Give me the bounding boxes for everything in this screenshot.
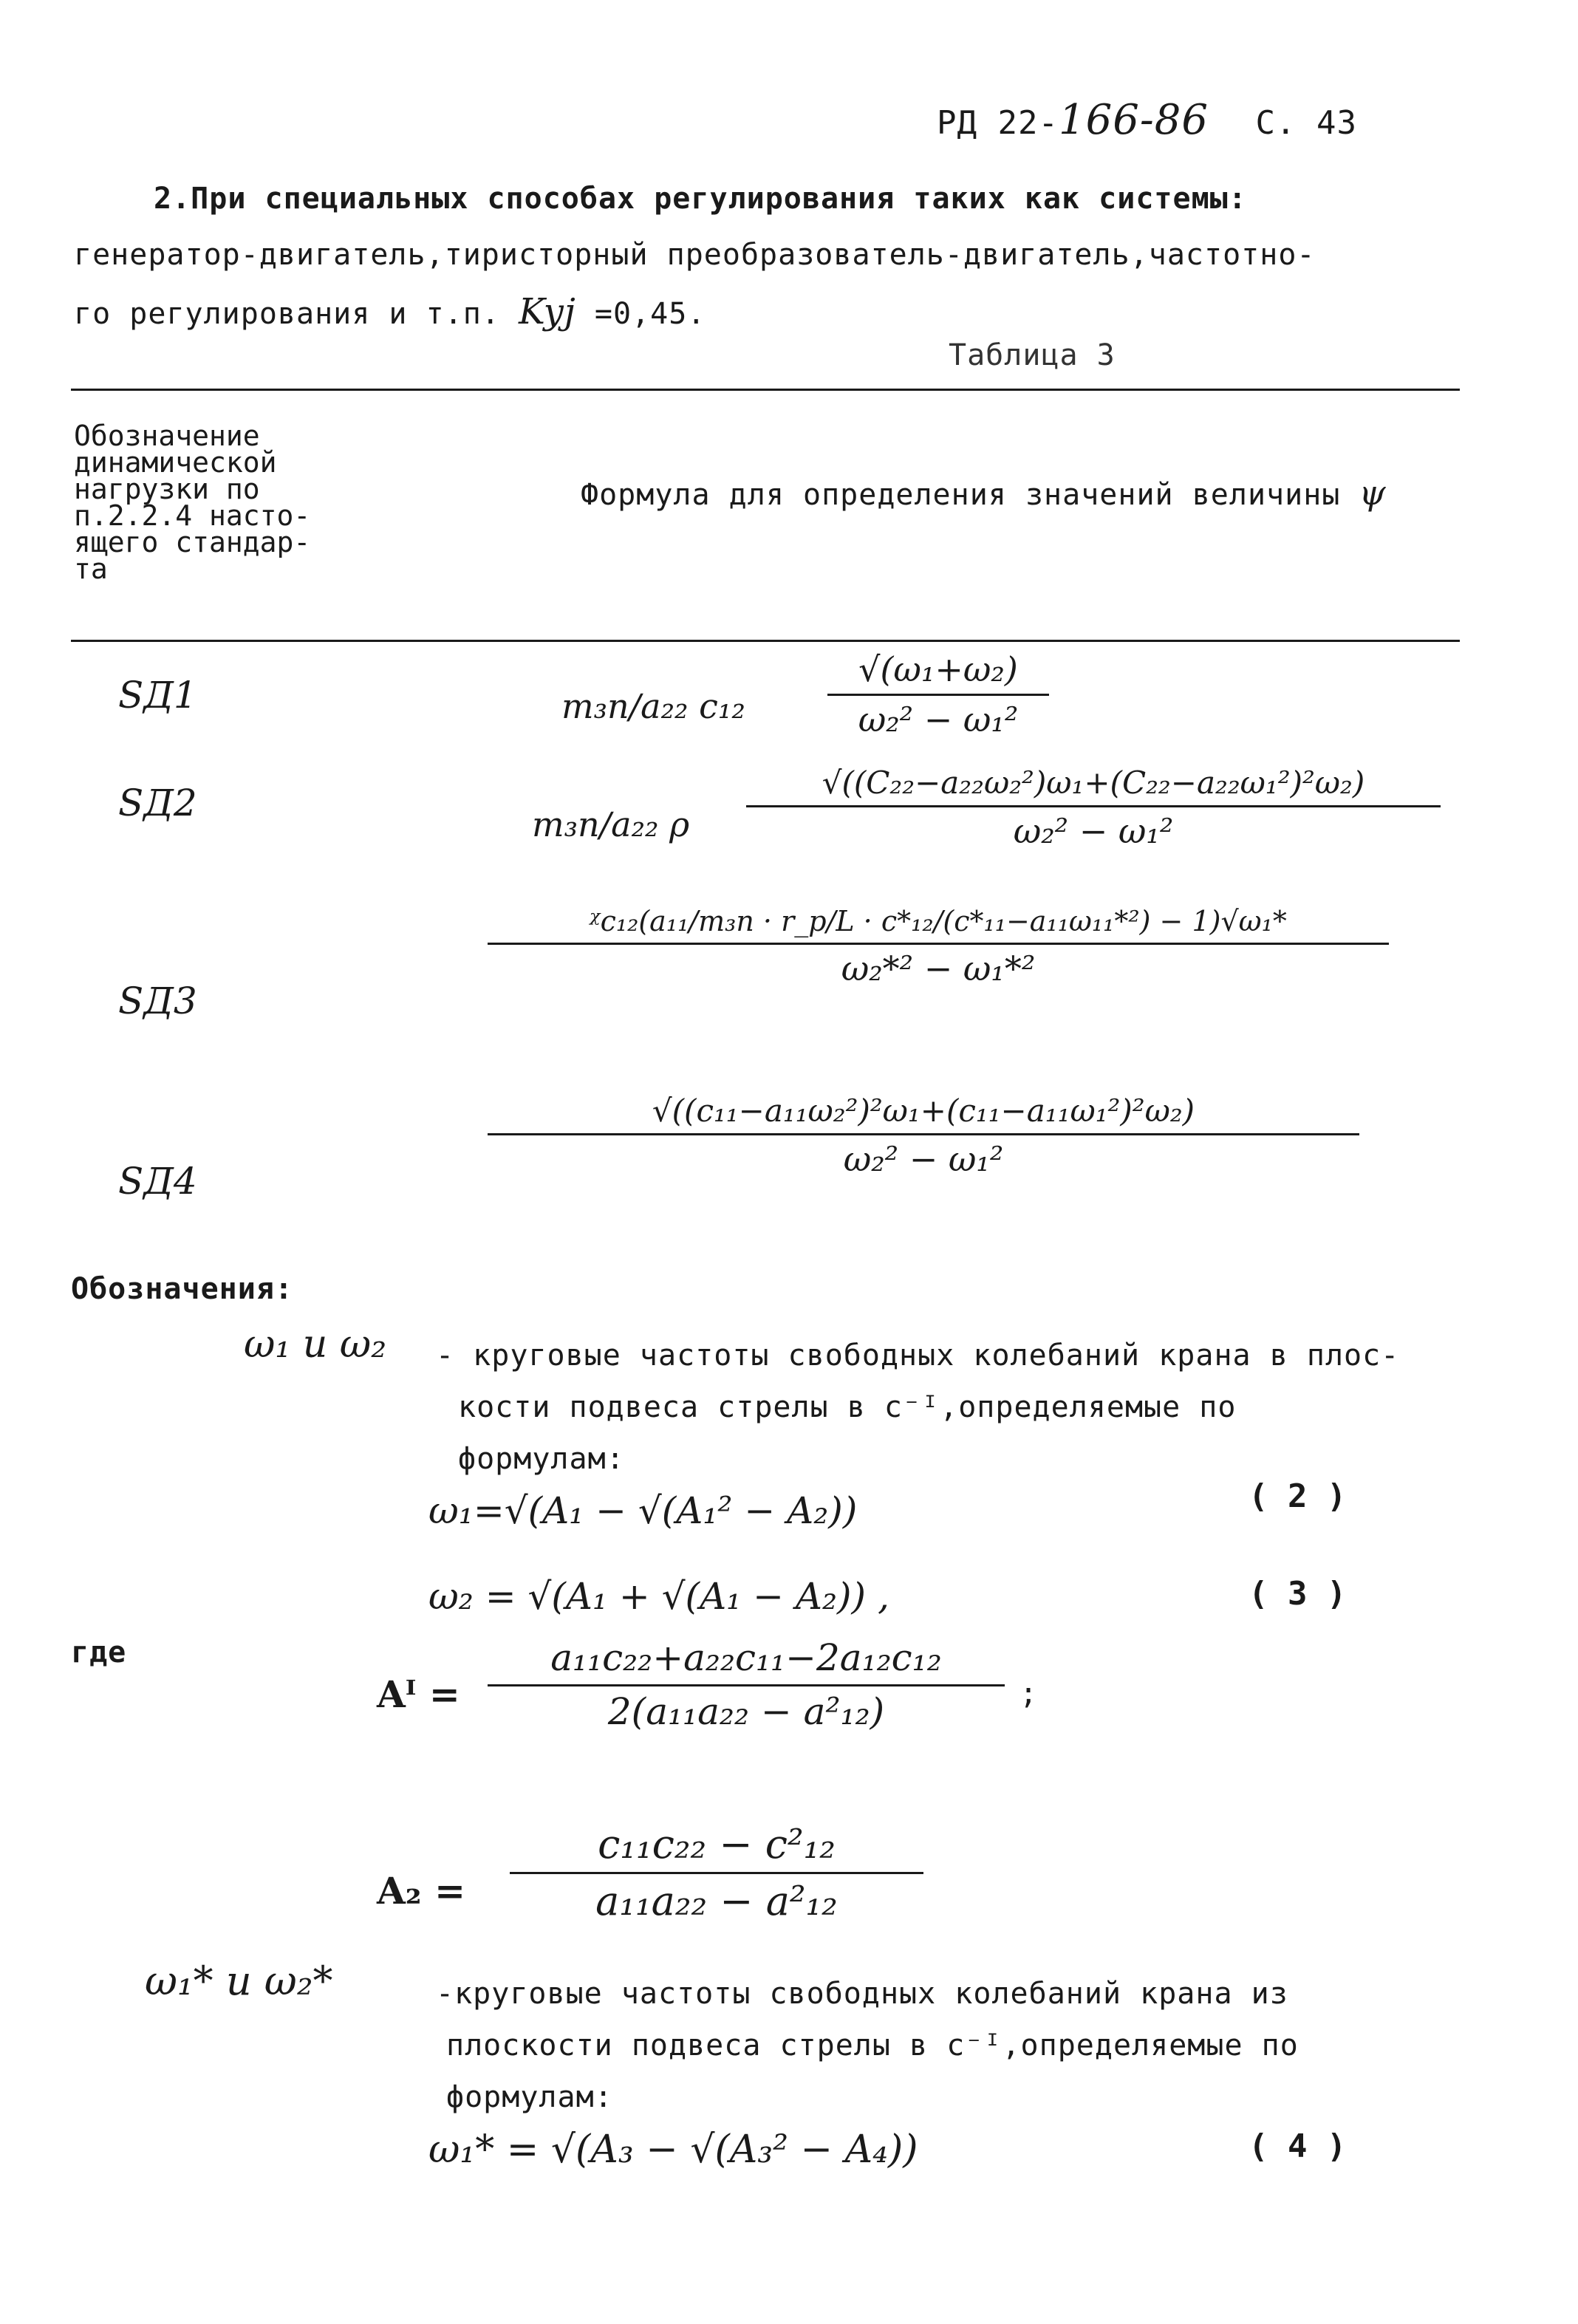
table-caption: Таблица 3 bbox=[949, 338, 1116, 372]
psi-symbol: ψ bbox=[1359, 473, 1387, 513]
row3-numerator: ᵡc₁₂(a₁₁/m₃n · r_p/L · c*₁₂/(c*₁₁−a₁₁ω₁₁*²) − 1)√ω₁* bbox=[590, 905, 1287, 937]
row2-fraction-bar bbox=[746, 805, 1441, 807]
a2-label: A₂ = bbox=[377, 1869, 465, 1913]
notation-item-1-line: формулам: bbox=[458, 1442, 625, 1476]
notation-item-2-line: -круговые частоты свободных колебаний крана из bbox=[436, 1977, 1288, 2011]
equation-3: ω₂ = √(A₁ + √(A₁ − A₂)) , bbox=[428, 1575, 889, 1618]
kyj-symbol: Kyj bbox=[518, 291, 576, 332]
omega-star-symbols: ω₁* и ω₂* bbox=[145, 1958, 333, 2004]
notation-item-1-text bbox=[436, 1330, 1399, 1485]
row2-numerator: √((C₂₂−a₂₂ω₂²)ω₁+(C₂₂−a₂₂ω₁²)²ω₂) bbox=[822, 765, 1365, 801]
col1-header bbox=[74, 420, 311, 585]
doc-code-prefix: РД 22- bbox=[937, 104, 1059, 142]
a1-tail: ; bbox=[1019, 1677, 1039, 1711]
col1-header-line: Обозначение bbox=[74, 420, 260, 452]
row1-denominator: ω₂² − ω₁² bbox=[858, 699, 1019, 739]
notation-item-2-line: формулам: bbox=[446, 2080, 613, 2114]
row3-fraction-bar bbox=[488, 943, 1389, 945]
col1-header-line: та bbox=[74, 553, 108, 585]
row1-fraction-bar bbox=[827, 694, 1049, 696]
a2-formula bbox=[510, 1822, 923, 1924]
a1-fraction-bar bbox=[488, 1684, 1005, 1686]
page-number: С. 43 bbox=[1255, 104, 1357, 142]
notation-item-2-text bbox=[436, 1968, 1299, 2123]
intro-line-3-suffix: =0,45. bbox=[594, 297, 706, 331]
row2-denominator: ω₂² − ω₁² bbox=[1013, 811, 1174, 852]
a2-fraction-bar bbox=[510, 1872, 923, 1874]
notation-item-1-line: кости подвеса стрелы в с⁻ᴵ,определяемые по bbox=[458, 1390, 1237, 1424]
equation-4: ω₁* = √(A₃ − √(A₃² − A₄)) bbox=[428, 2128, 918, 2172]
notation-item-1-line: - круговые частоты свободных колебаний крана в плос- bbox=[436, 1339, 1400, 1373]
a1-denominator: 2(a₁₁a₂₂ − a²₁₂) bbox=[607, 1689, 885, 1733]
col1-header-line: динамической bbox=[74, 446, 277, 479]
col1-header-line: п.2.2.4 насто- bbox=[74, 499, 311, 532]
row-label-sd2: SД2 bbox=[118, 782, 197, 824]
col1-header-line: нагрузки по bbox=[74, 473, 260, 505]
notation-item-1-symbol bbox=[244, 1322, 386, 1367]
row3-denominator: ω₂*² − ω₁*² bbox=[841, 948, 1036, 988]
table-top-rule bbox=[71, 389, 1460, 391]
intro-line-1: 2.При специальных способах регулирования таких как системы: bbox=[154, 182, 1247, 216]
intro-line-3-prefix: го регулирования и т.п. bbox=[74, 297, 500, 331]
notation-title: Обозначения: bbox=[71, 1272, 293, 1306]
equation-2-number: ( 2 ) bbox=[1249, 1477, 1347, 1515]
intro-line-2: генератор-двигатель,тиристорный преобразователь-двигатель,частотно- bbox=[74, 238, 1316, 272]
row1-numerator: √(ω₁+ω₂) bbox=[858, 649, 1018, 689]
row-label-sd3: SД3 bbox=[118, 980, 197, 1022]
col2-header-text: Формула для определения значений величины bbox=[581, 478, 1341, 512]
equation-4-number: ( 4 ) bbox=[1249, 2128, 1347, 2165]
row4-denominator: ω₂² − ω₁² bbox=[843, 1139, 1004, 1180]
omega-symbols: ω₁ и ω₂ bbox=[244, 1322, 387, 1367]
row1-formula bbox=[827, 650, 1049, 739]
row4-fraction-bar bbox=[488, 1133, 1359, 1135]
a1-formula bbox=[488, 1637, 1005, 1733]
row1-lead: m₃n/a₂₂ c₁₂ bbox=[561, 686, 745, 726]
col1-header-line: ящего стандар- bbox=[74, 526, 311, 558]
a1-numerator: a₁₁c₂₂+a₂₂c₁₁−2a₁₂c₁₂ bbox=[550, 1636, 942, 1679]
equation-2: ω₁=√(A₁ − √(A₁² − A₂)) bbox=[428, 1489, 858, 1532]
row-label-sd4: SД4 bbox=[118, 1160, 197, 1203]
table-header-rule bbox=[71, 640, 1460, 642]
col2-header bbox=[581, 473, 1387, 513]
a2-denominator: a₁₁a₂₂ − a²₁₂ bbox=[595, 1878, 838, 1925]
notation-item-2-symbol bbox=[145, 1958, 332, 2004]
equation-3-number: ( 3 ) bbox=[1249, 1575, 1347, 1613]
a2-numerator: c₁₁c₂₂ − c²₁₂ bbox=[598, 1821, 836, 1867]
notation-item-2-line: плоскости подвеса стрелы в с⁻ᴵ,определяемые по bbox=[446, 2029, 1299, 2062]
a1-label: Aᴵ = bbox=[377, 1672, 460, 1716]
doc-code bbox=[937, 96, 1357, 144]
doc-code-handwritten: 166-86 bbox=[1058, 96, 1209, 144]
row-label-sd1: SД1 bbox=[118, 674, 197, 717]
row2-formula bbox=[746, 765, 1441, 851]
row4-formula bbox=[488, 1093, 1359, 1179]
row4-numerator: √((c₁₁−a₁₁ω₂²)²ω₁+(c₁₁−a₁₁ω₁²)²ω₂) bbox=[652, 1093, 1195, 1129]
where-label: где bbox=[71, 1636, 127, 1669]
row3-formula bbox=[488, 906, 1389, 988]
row2-lead: m₃n/a₂₂ ρ bbox=[532, 804, 690, 844]
intro-line-3 bbox=[74, 291, 706, 332]
